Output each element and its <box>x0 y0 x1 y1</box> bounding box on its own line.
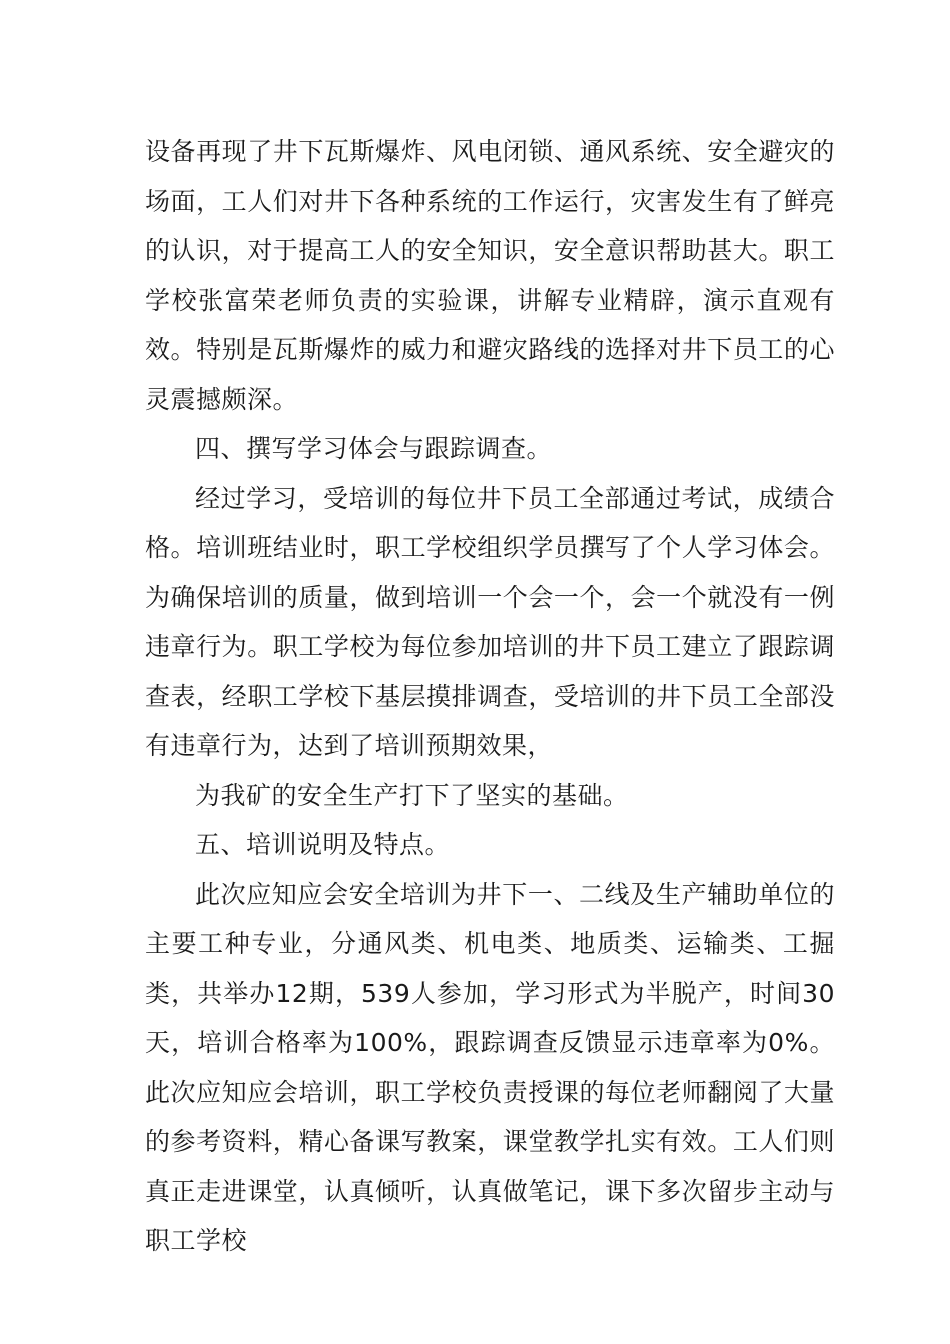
paragraph: 为我矿的安全生产打下了坚实的基础。 <box>195 780 629 810</box>
section-heading-five: 五、培训说明及特点。 <box>195 830 451 859</box>
paragraph: 此次应知应会安全培训为井下一、二线及生产辅助单位的主要工种专业，分通风类、机电类、地质类、运输类、工掘类，共举办12期，539人参加，学习形式为半脱产，时间30天，培训合格率为100%，跟踪调查反馈显示违章率为0%。此次应知应会培训，职工学校负责授课的每位老师翻阅了大量的参考资料，精心备课写教案，课堂教学扎实有效。工人们则真正走进课堂，认真倾听，认真做笔记，课下多次留步主动与职工学校 <box>145 879 835 1255</box>
document-body <box>145 127 835 1266</box>
section-heading-four: 四、撰写学习体会与跟踪调查。 <box>195 434 553 463</box>
paragraph: 经过学习，受培训的每位井下员工全部通过考试，成绩合格。培训班结业时，职工学校组织学员撰写了个人学习体会。为确保培训的质量，做到培训一个会一个，会一个就没有一例违章行为。职工学校为每位参加培训的井下员工建立了跟踪调查表，经职工学校下基层摸排调查，受培训的井下员工全部没有违章行为，达到了培训预期效果， <box>145 483 835 760</box>
paragraph-continued: 设备再现了井下瓦斯爆炸、风电闭锁、通风系统、安全避灾的场面，工人们对井下各种系统的工作运行，灾害发生有了鲜亮的认识，对于提高工人的安全知识，安全意识帮助甚大。职工学校张富荣老师负责的实验课，讲解专业精辟，演示直观有效。特别是瓦斯爆炸的威力和避灾路线的选择对井下员工的心灵震撼颇深。 <box>145 137 835 414</box>
